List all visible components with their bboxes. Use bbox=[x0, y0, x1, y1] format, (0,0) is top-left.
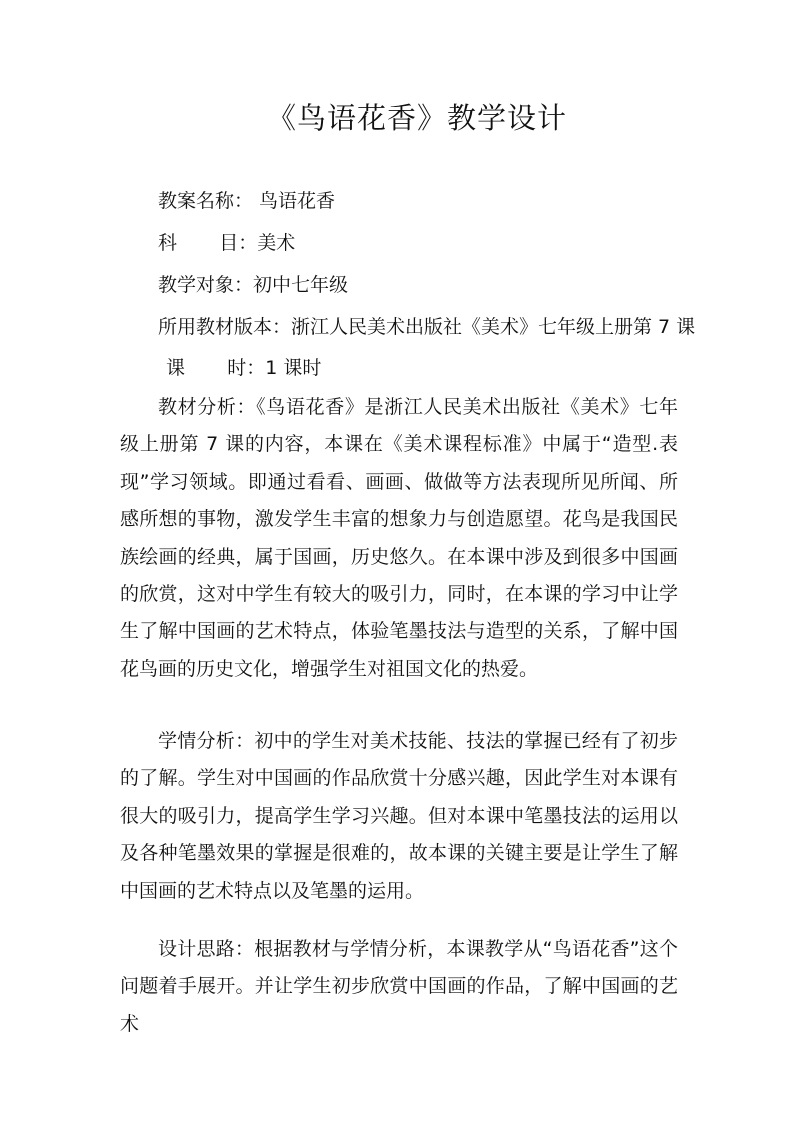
document-title: 《鸟语花香》教学设计 bbox=[266, 101, 567, 135]
lesson-name-line: 教案名称： 鸟语花香 bbox=[158, 190, 336, 212]
subject-value: 美术 bbox=[257, 232, 296, 254]
hours-value: 1 课时 bbox=[265, 357, 322, 379]
design-idea-paragraph: 设计思路：根据教材与学情分析，本课教学从“鸟语花香”这个问题着手展开。并让学生初步欣赏中国画的作品，了解中国画的艺术 bbox=[120, 938, 678, 1035]
hours-label: 课 时： bbox=[166, 357, 266, 379]
subject-label: 科 目： bbox=[158, 232, 258, 254]
textbook-analysis-paragraph: 教材分析：《鸟语花香》是浙江人民美术出版社《美术》七年级上册第 7 课的内容，本课在《美术课程标准》中属于“造型.表现”学习领域。即通过看看、画画、做做等方法表现所见所闻、所感所想的事物，激发学生丰富的想象力与创造愿望。花鸟是我国民族绘画的经典，属于国画，历史悠久。在本课中涉及到很多中国画的欣赏，这对中学生有较大的吸引力，同时，在本课的学习中让学生了解中国画的艺术特点，体验笔墨技法与造型的关系，了解中国花鸟画的历史文化，增强学生对祖国文化的热爱。 bbox=[120, 396, 678, 680]
textbook-line: 所用教材版本：浙江人民美术出版社《美术》七年级上册第 7 课 bbox=[158, 316, 696, 338]
class-hours-line bbox=[166, 353, 321, 383]
subject-line bbox=[158, 228, 295, 258]
student-analysis-paragraph: 学情分析：初中的学生对美术技能、技法的掌握已经有了初步的了解。学生对中国画的作品欣赏十分感兴趣，因此学生对本课有很大的吸引力，提高学生学习兴趣。但对本课中笔墨技法的运用以及各种笔墨效果的掌握是很难的，故本课的关键主要是让学生了解中国画的艺术特点以及笔墨的运用。 bbox=[120, 730, 678, 902]
audience-line: 教学对象：初中七年级 bbox=[158, 274, 349, 296]
